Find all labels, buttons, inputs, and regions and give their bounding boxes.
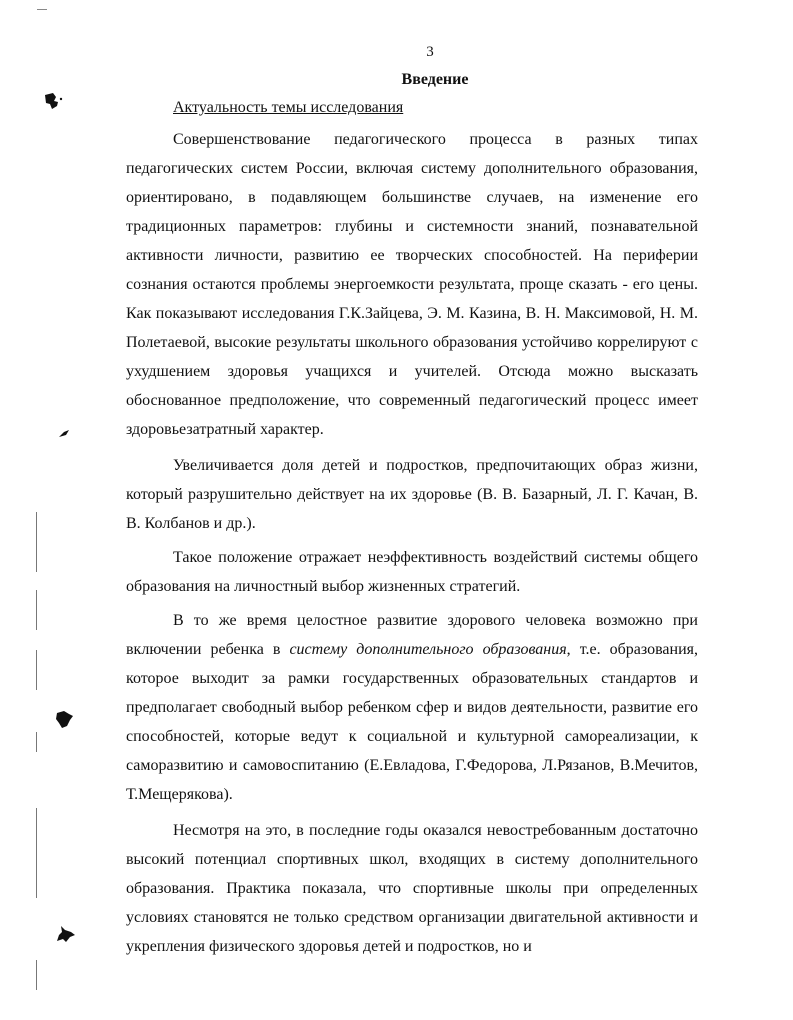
margin-line bbox=[36, 808, 37, 898]
margin-line bbox=[36, 960, 37, 990]
scan-speck bbox=[58, 429, 70, 439]
paragraph-3: Такое положение отражает неэффективность воздействий системы общего образования на личностный выбор жизненных стратегий. bbox=[126, 549, 698, 595]
paragraph-1: Совершенствование педагогического процесса в разных типах педагогических систем России, включая систему дополнительного образования, ориентировано, в подавляющем большинстве случаев, на изменение его традиционных параметров: глубины и системности знаний, познавательной активности личности, развитию ее творческих способностей. На периферии сознания остаются проблемы энергоемкости результата, проще сказать - его цены. Как показывают исследования Г.К.Зайцева, Э. М. Казина, В. Н. Максимовой, Н. М. Полетаевой, высокие результаты школьного образования устойчиво коррелируют с ухудшением здоровья учащихся и учителей. Отсюда можно высказать обоснованное предположение, что современный педагогический процесс имеет здоровьезатратный характер. bbox=[126, 131, 698, 438]
binder-hole-mark-2 bbox=[55, 710, 75, 730]
margin-line bbox=[36, 512, 37, 572]
paragraph-4-emphasis: систему дополнительного образования bbox=[289, 641, 567, 658]
margin-line bbox=[36, 732, 37, 752]
section-subheading: Актуальность темы исследования bbox=[173, 99, 404, 116]
binder-hole-mark-3 bbox=[55, 924, 77, 944]
margin-line bbox=[36, 590, 37, 630]
paragraph-2: Увеличивается доля детей и подростков, предпочитающих образ жизни, который разрушительно действует на их здоровье (В. В. Базарный, Л. Г. Качан, В. В. Колбанов и др.). bbox=[126, 457, 698, 532]
paragraph-4 bbox=[126, 606, 698, 809]
binder-hole-mark-1 bbox=[44, 92, 66, 110]
body-text bbox=[126, 125, 698, 961]
section-heading: Введение bbox=[401, 71, 469, 88]
margin-line bbox=[36, 650, 37, 690]
paragraph-5: Несмотря на это, в последние годы оказался невостребованным достаточно высокий потенциал спортивных школ, входящих в систему дополнительного образования. Практика показала, что спортивные школы при определенных условиях становятся не только средством организации двигательной активности и укрепления физического здоровья детей и подростков, но и bbox=[126, 822, 698, 955]
scan-artifact-dash bbox=[37, 9, 47, 10]
page-number: 3 bbox=[426, 44, 434, 60]
paragraph-4-start: В то же время целостное развитие здорового человека возможно при включении ребенка в bbox=[126, 612, 698, 658]
paragraph-4-end: , т.е. образования, которое выходит за рамки государственных образовательных стандартов и предполагает свободный выбор ребенком сфер и видов деятельности, развитие его способностей, которые ведут к социальной и культурной самореализации, к саморазвитию и самовоспитанию (Е.Евладова, Г.Федорова, Л.Рязанов, В.Мечитов, Т.Мещерякова). bbox=[126, 641, 699, 803]
